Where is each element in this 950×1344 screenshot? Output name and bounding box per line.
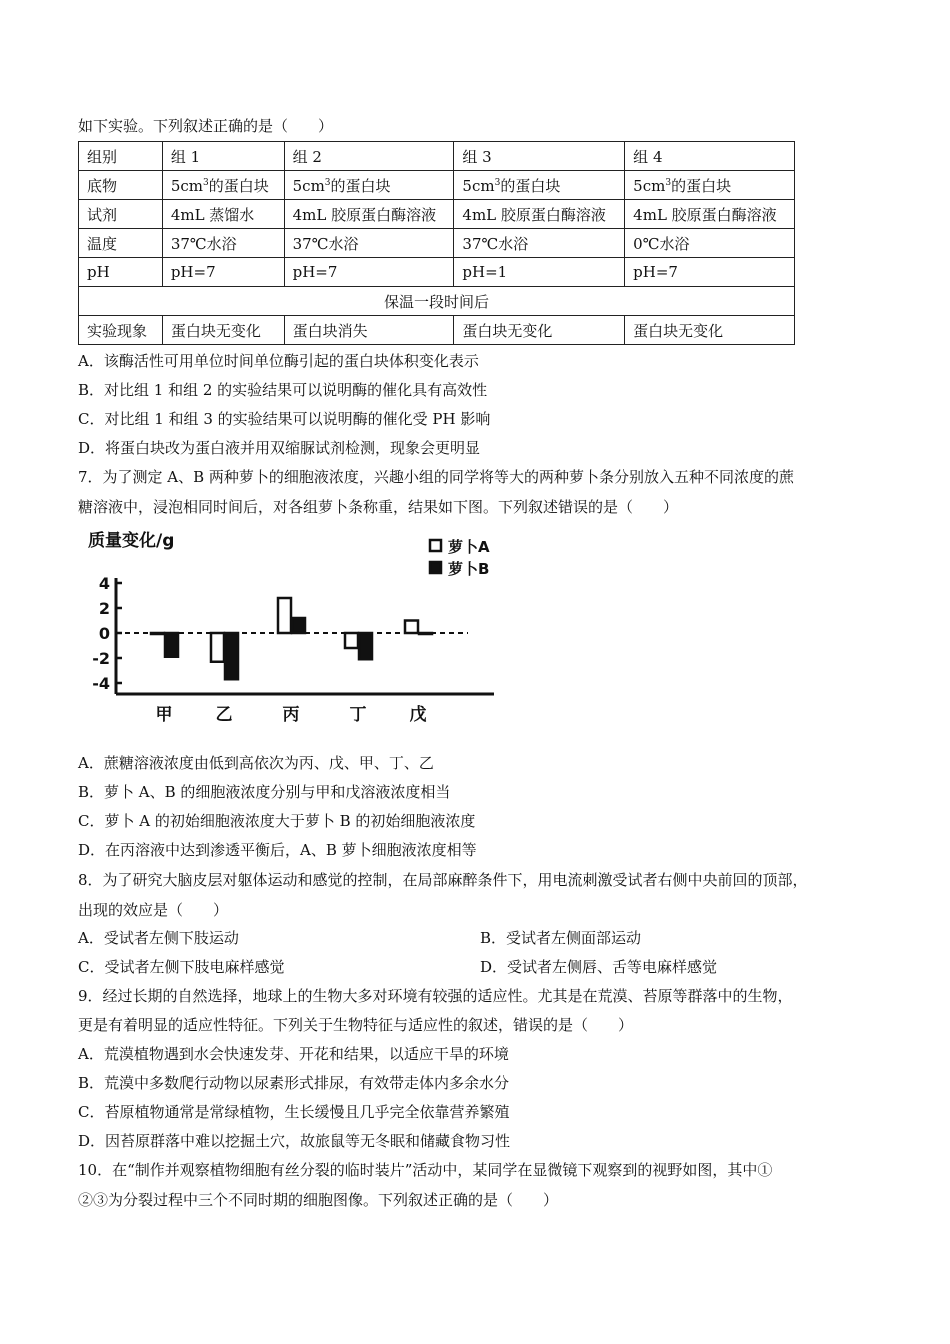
bar-a-2: [211, 633, 224, 662]
table-cell-merged: 保温一段时间后: [79, 287, 795, 316]
option-b: B．对比组 1 和组 2 的实验结果可以说明酶的催化具有高效性: [78, 381, 488, 399]
table-cell: 37℃水浴: [284, 229, 454, 258]
table-cell: 4mL 蒸馏水: [162, 200, 284, 229]
q9-option-c: C．苔原植物通常是常绿植物，生长缓慢且几乎完全依靠营养繁殖: [78, 1103, 510, 1121]
bar-b-2: [225, 633, 238, 679]
table-cell: 37℃水浴: [454, 229, 625, 258]
x-category-label: 丙: [282, 705, 300, 725]
bar-a-5: [405, 621, 418, 634]
question-7-line-1: 7．为了测定 A、B 两种萝卜的细胞液浓度，兴趣小组的同学将等大的两种萝卜条分别放入五种不同浓度的蔗: [78, 468, 794, 486]
x-category-label: 乙: [215, 705, 233, 725]
bar-b-3: [292, 618, 305, 633]
y-tick-label: 0: [98, 624, 110, 643]
x-category-label: 戊: [409, 705, 427, 725]
table-cell: pH=1: [454, 258, 625, 287]
table-cell: 0℃水浴: [625, 229, 795, 258]
bar-b-1: [165, 633, 178, 657]
q7-option-b: B．萝卜 A、B 的细胞液浓度分别与甲和戊溶液浓度相当: [78, 783, 451, 801]
question-8-line-1: 8．为了研究大脑皮层对躯体运动和感觉的控制，在局部麻醉条件下，用电流刺激受试者右侧中央前回的顶部，: [78, 871, 808, 889]
table-cell: $5cm^3$的蛋白块: [625, 171, 795, 200]
bar-a-4: [345, 633, 358, 648]
table-cell: 蛋白块无变化: [625, 316, 795, 345]
table-cell: 组 2: [284, 142, 454, 171]
table-row-substrate: [79, 171, 795, 200]
table-row-result: [79, 316, 795, 345]
q9-option-b: B．荒漠中多数爬行动物以尿素形式排尿，有效带走体内多余水分: [78, 1074, 510, 1092]
table-cell: 蛋白块无变化: [162, 316, 284, 345]
y-tick-label: 4: [98, 574, 110, 593]
question-7-line-2: 糖溶液中，浸泡相同时间后，对各组萝卜条称重，结果如下图。下列叙述错误的是（ ）: [78, 498, 679, 516]
table-cell: pH=7: [284, 258, 454, 287]
legend-swatch-b: [430, 562, 441, 573]
bar-b-5: [419, 633, 432, 634]
q8-option-d: D．受试者左侧唇、舌等电麻样感觉: [480, 958, 718, 976]
question-intro: 如下实验。下列叙述正确的是（ ）: [78, 117, 334, 135]
legend-label-a: 萝卜A: [448, 538, 490, 556]
table-row-reagent: [79, 200, 795, 229]
table-cell: 37℃水浴: [162, 229, 284, 258]
q9-option-d: D．因苔原群落中难以挖掘土穴，故旅鼠等无冬眠和储藏食物习性: [78, 1132, 511, 1150]
q8-option-a: A．受试者左侧下肢运动: [78, 929, 239, 947]
y-axis-label: 质量变化/g: [88, 531, 175, 551]
question-8-line-2: 出现的效应是（ ）: [78, 901, 229, 919]
question-10-line-2: ②③为分裂过程中三个不同时期的细胞图像。下列叙述正确的是（ ）: [78, 1191, 559, 1209]
table-cell: $5cm^3$的蛋白块: [162, 171, 284, 200]
table-cell: $5cm^3$的蛋白块: [454, 171, 625, 200]
table-cell: 组 1: [162, 142, 284, 171]
bar-b-4: [359, 633, 372, 659]
table-cell: 组别: [79, 142, 163, 171]
table-cell: 组 4: [625, 142, 795, 171]
table-cell: 蛋白块无变化: [454, 316, 625, 345]
option-d: D．将蛋白块改为蛋白液并用双缩脲试剂检测，现象会更明显: [78, 439, 481, 457]
bar-a-1: [151, 633, 164, 634]
table-cell: 蛋白块消失: [284, 316, 454, 345]
y-tick-label: -2: [92, 649, 110, 668]
y-tick-label: -4: [92, 674, 110, 693]
question-9-line-1: 9．经过长期的自然选择，地球上的生物大多对环境有较强的适应性。尤其是在荒漠、苔原等群落中的生物，: [78, 987, 793, 1005]
table-cell: pH=7: [625, 258, 795, 287]
table-cell: 4mL 胶原蛋白酶溶液: [625, 200, 795, 229]
table-cell: 温度: [79, 229, 163, 258]
table-row-ph: [79, 258, 795, 287]
experiment-table: [78, 141, 795, 345]
table-cell: 4mL 胶原蛋白酶溶液: [454, 200, 625, 229]
q9-option-a: A．荒漠植物遇到水会快速发芽、开花和结果，以适应干旱的环境: [78, 1045, 509, 1063]
x-category-label: 甲: [155, 705, 173, 725]
legend: [430, 538, 490, 578]
table-cell: $5cm^3$的蛋白块: [284, 171, 454, 200]
q8-option-b: B．受试者左侧面部运动: [480, 929, 642, 947]
question-10-line-1: 10．在“制作并观察植物细胞有丝分裂的临时装片”活动中，某同学在显微镜下观察到的视野如图，其中①: [78, 1161, 773, 1179]
y-tick-label: 2: [98, 599, 110, 618]
option-c: C．对比组 1 和组 3 的实验结果可以说明酶的催化受 PH 影响: [78, 410, 491, 428]
question-9-line-2: 更是有着明显的适应性特征。下列关于生物特征与适应性的叙述，错误的是（ ）: [78, 1016, 634, 1034]
option-a: A．该酶活性可用单位时间单位酶引起的蛋白块体积变化表示: [78, 352, 479, 370]
table-row-temperature: [79, 229, 795, 258]
table-cell: pH: [79, 258, 163, 287]
table-cell: 组 3: [454, 142, 625, 171]
q8-option-c: C．受试者左侧下肢电麻样感觉: [78, 958, 285, 976]
q7-option-a: A．蔗糖溶液浓度由低到高依次为丙、戊、甲、丁、乙: [78, 754, 434, 772]
mass-change-bar-chart: [78, 530, 518, 730]
table-cell: 试剂: [79, 200, 163, 229]
x-category-label: 丁: [349, 705, 367, 725]
table-cell: 底物: [79, 171, 163, 200]
table-row-merged: [79, 287, 795, 316]
bar-a-3: [278, 598, 291, 633]
legend-swatch-a: [430, 540, 441, 551]
legend-label-b: 萝卜B: [448, 560, 490, 578]
table-row-header: [79, 142, 795, 171]
table-cell: 4mL 胶原蛋白酶溶液: [284, 200, 454, 229]
q7-option-d: D．在丙溶液中达到渗透平衡后，A、B 萝卜细胞液浓度相等: [78, 841, 477, 859]
table-cell: 实验现象: [79, 316, 163, 345]
q7-option-c: C．萝卜 A 的初始细胞液浓度大于萝卜 B 的初始细胞液浓度: [78, 812, 476, 830]
table-cell: pH=7: [162, 258, 284, 287]
